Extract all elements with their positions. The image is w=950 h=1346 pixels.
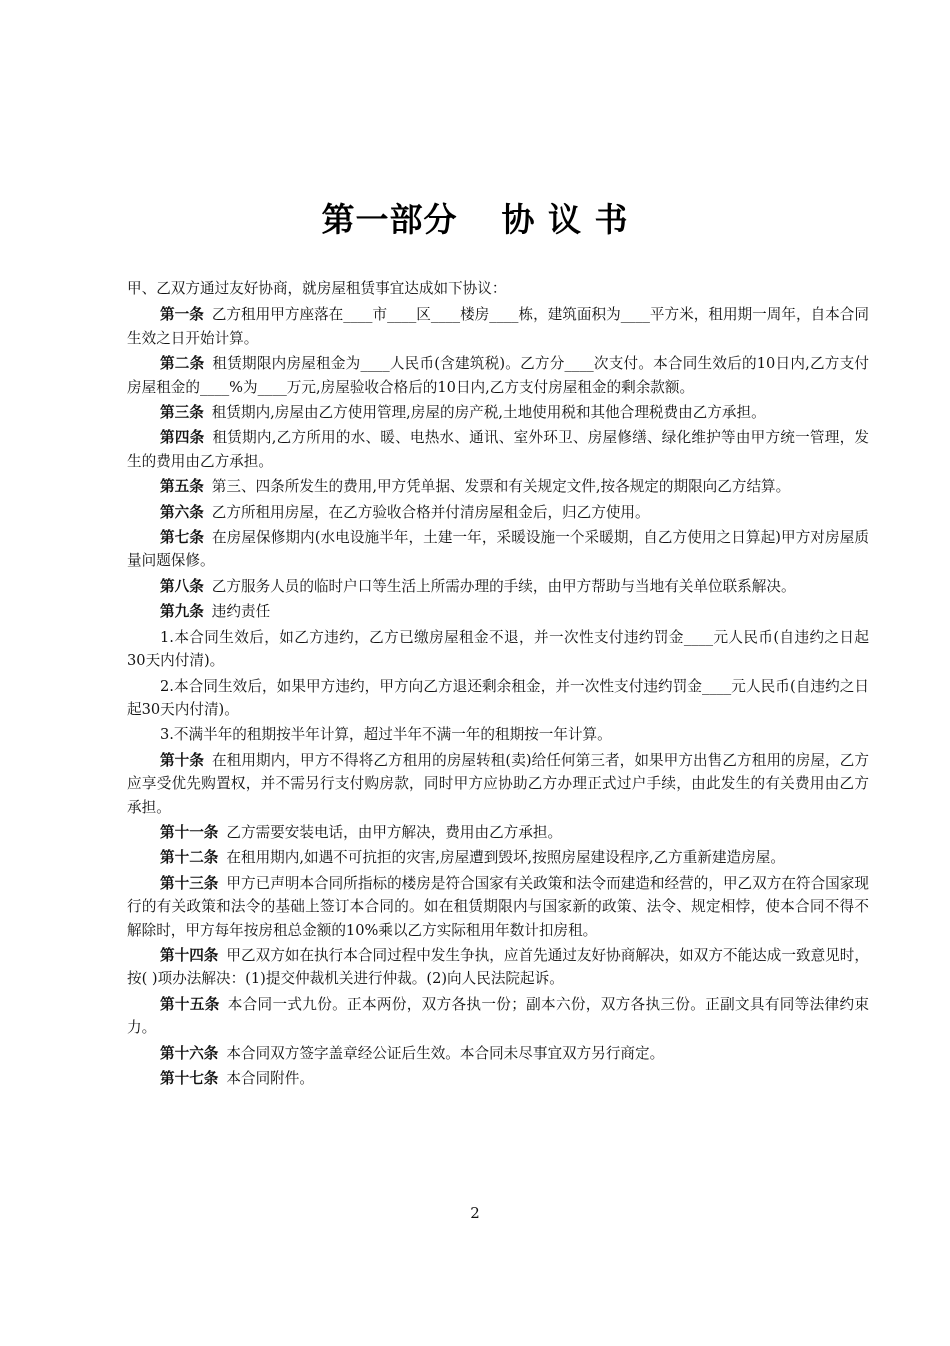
article-5: [127, 475, 869, 498]
breach-clause-1: [127, 626, 869, 673]
article-label: 第一条: [160, 306, 204, 324]
article-6: [127, 501, 869, 524]
title-part-2: 协 议 书: [501, 200, 629, 239]
article-text: 本合同双方签字盖章经公证后生效。本合同未尽事宜双方另行商定。: [226, 1044, 665, 1062]
article-text: 在租用期内,如遇不可抗拒的灾害,房屋遭到毁坏,按照房屋建设程序,乙方重新建造房屋。: [226, 849, 785, 867]
article-label: 第六条: [160, 503, 204, 521]
article-16: [127, 1042, 869, 1065]
article-3: [127, 401, 869, 424]
agreement-body: [127, 277, 869, 1092]
article-text: 在房屋保修期内(水电设施半年，土建一年，采暖设施一个采暖期，自乙方使用之日算起)甲方对房屋质量问题保修。: [127, 529, 869, 570]
article-label: 第八条: [160, 577, 204, 595]
article-label: 第三条: [160, 404, 204, 422]
page-number: 2: [470, 1204, 480, 1222]
clause-text: 1.本合同生效后，如乙方违约，乙方已缴房屋租金不退，并一次性支付违约罚金____元人民币(自违约之日起30天内付清)。: [127, 628, 869, 670]
article-text: 乙方所租用房屋，在乙方验收合格并付清房屋租金后，归乙方使用。: [211, 503, 650, 521]
article-label: 第四条: [160, 429, 205, 447]
article-text: 租赁期内,房屋由乙方使用管理,房屋的房产税,土地使用税和其他合理税费由乙方承担。: [211, 404, 766, 422]
article-14: [127, 944, 869, 991]
article-label: 第二条: [160, 355, 205, 373]
article-label: 第十七条: [160, 1070, 219, 1087]
article-label: 第九条: [160, 603, 204, 621]
article-7: [127, 526, 869, 573]
article-17: [127, 1067, 869, 1090]
article-12: [127, 846, 869, 869]
article-text: 本合同附件。: [226, 1070, 314, 1087]
article-text: 租赁期限内房屋租金为____人民币(含建筑税)。乙方分____次支付。本合同生效后的10日内,乙方支付房屋租金的____%为____万元,房屋验收合格后的10日内,乙方支付房屋租金的剩余款额。: [127, 355, 869, 396]
article-label: 第十条: [160, 751, 205, 769]
article-9: [127, 600, 869, 623]
article-label: 第十三条: [160, 874, 219, 892]
article-label: 第七条: [160, 529, 205, 547]
article-15: [127, 993, 869, 1040]
article-label: 第十二条: [160, 849, 219, 867]
article-11: [127, 821, 869, 844]
article-text: 乙方服务人员的临时户口等生活上所需办理的手续，由甲方帮助与当地有关单位联系解决。: [211, 577, 796, 595]
article-text: 本合同一式九份。正本两份，双方各执一份；副本六份，双方各执三份。正副文具有同等法律约束力。: [127, 995, 869, 1037]
article-label: 第十一条: [160, 823, 219, 841]
article-text: 乙方需要安装电话，由甲方解决，费用由乙方承担。: [226, 823, 563, 841]
title-part-1: 第一部分: [321, 200, 458, 239]
clause-text: 2.本合同生效后，如果甲方违约，甲方向乙方退还剩余租金，并一次性支付违约罚金____元人民币(自违约之日起30天内付清)。: [127, 677, 869, 718]
article-2: [127, 352, 869, 399]
article-8: [127, 575, 869, 598]
article-text: 租赁期内,乙方所用的水、暖、电热水、通讯、室外环卫、房屋修缮、绿化维护等由甲方统一管理，发生的费用由乙方承担。: [127, 429, 869, 470]
clause-text: 3.不满半年的租期按半年计算，超过半年不满一年的租期按一年计算。: [160, 726, 612, 744]
article-10: [127, 749, 869, 819]
article-13: [127, 872, 869, 942]
article-text: 乙方租用甲方座落在____市____区____楼房____栋，建筑面积为____平方米，租用期一周年，自本合同生效之日开始计算。: [127, 306, 869, 347]
breach-clause-3: [127, 723, 869, 746]
article-text: 违约责任: [211, 603, 271, 621]
article-text: 第三、四条所发生的费用,甲方凭单据、发票和有关规定文件,按各规定的期限向乙方结算。: [211, 478, 791, 496]
article-text: 在租用期内，甲方不得将乙方租用的房屋转租(卖)给任何第三者，如果甲方出售乙方租用的房屋，乙方应享受优先购置权，并不需另行支付购房款，同时甲方应协助乙方办理正式过户手续，由此发生的有关费用由乙方承担。: [127, 751, 869, 816]
article-label: 第十五条: [160, 995, 220, 1013]
article-4: [127, 426, 869, 473]
intro-paragraph: 甲、乙双方通过友好协商，就房屋租赁事宜达成如下协议：: [127, 280, 507, 297]
page-title: [0, 194, 950, 241]
article-text: 甲方已声明本合同所指标的楼房是符合国家有关政策和法令而建造和经营的，甲乙双方在符合国家现行的有关政策和法令的基础上签订本合同的。如在租赁期限内与国家新的政策、法令、规定相悖，使本合同不得不解除时，甲方每年按房租总金额的10%乘以乙方实际租用年数计扣房租。: [127, 874, 869, 939]
article-label: 第十四条: [160, 946, 219, 964]
article-label: 第十六条: [160, 1044, 219, 1062]
article-1: [127, 303, 869, 350]
article-label: 第五条: [160, 478, 204, 496]
breach-clause-2: [127, 675, 869, 722]
article-text: 甲乙双方如在执行本合同过程中发生争执，应首先通过友好协商解决，如双方不能达成一致意见时，按( )项办法解决：(1)提交仲裁机关进行仲裁。(2)向人民法院起诉。: [127, 946, 869, 988]
